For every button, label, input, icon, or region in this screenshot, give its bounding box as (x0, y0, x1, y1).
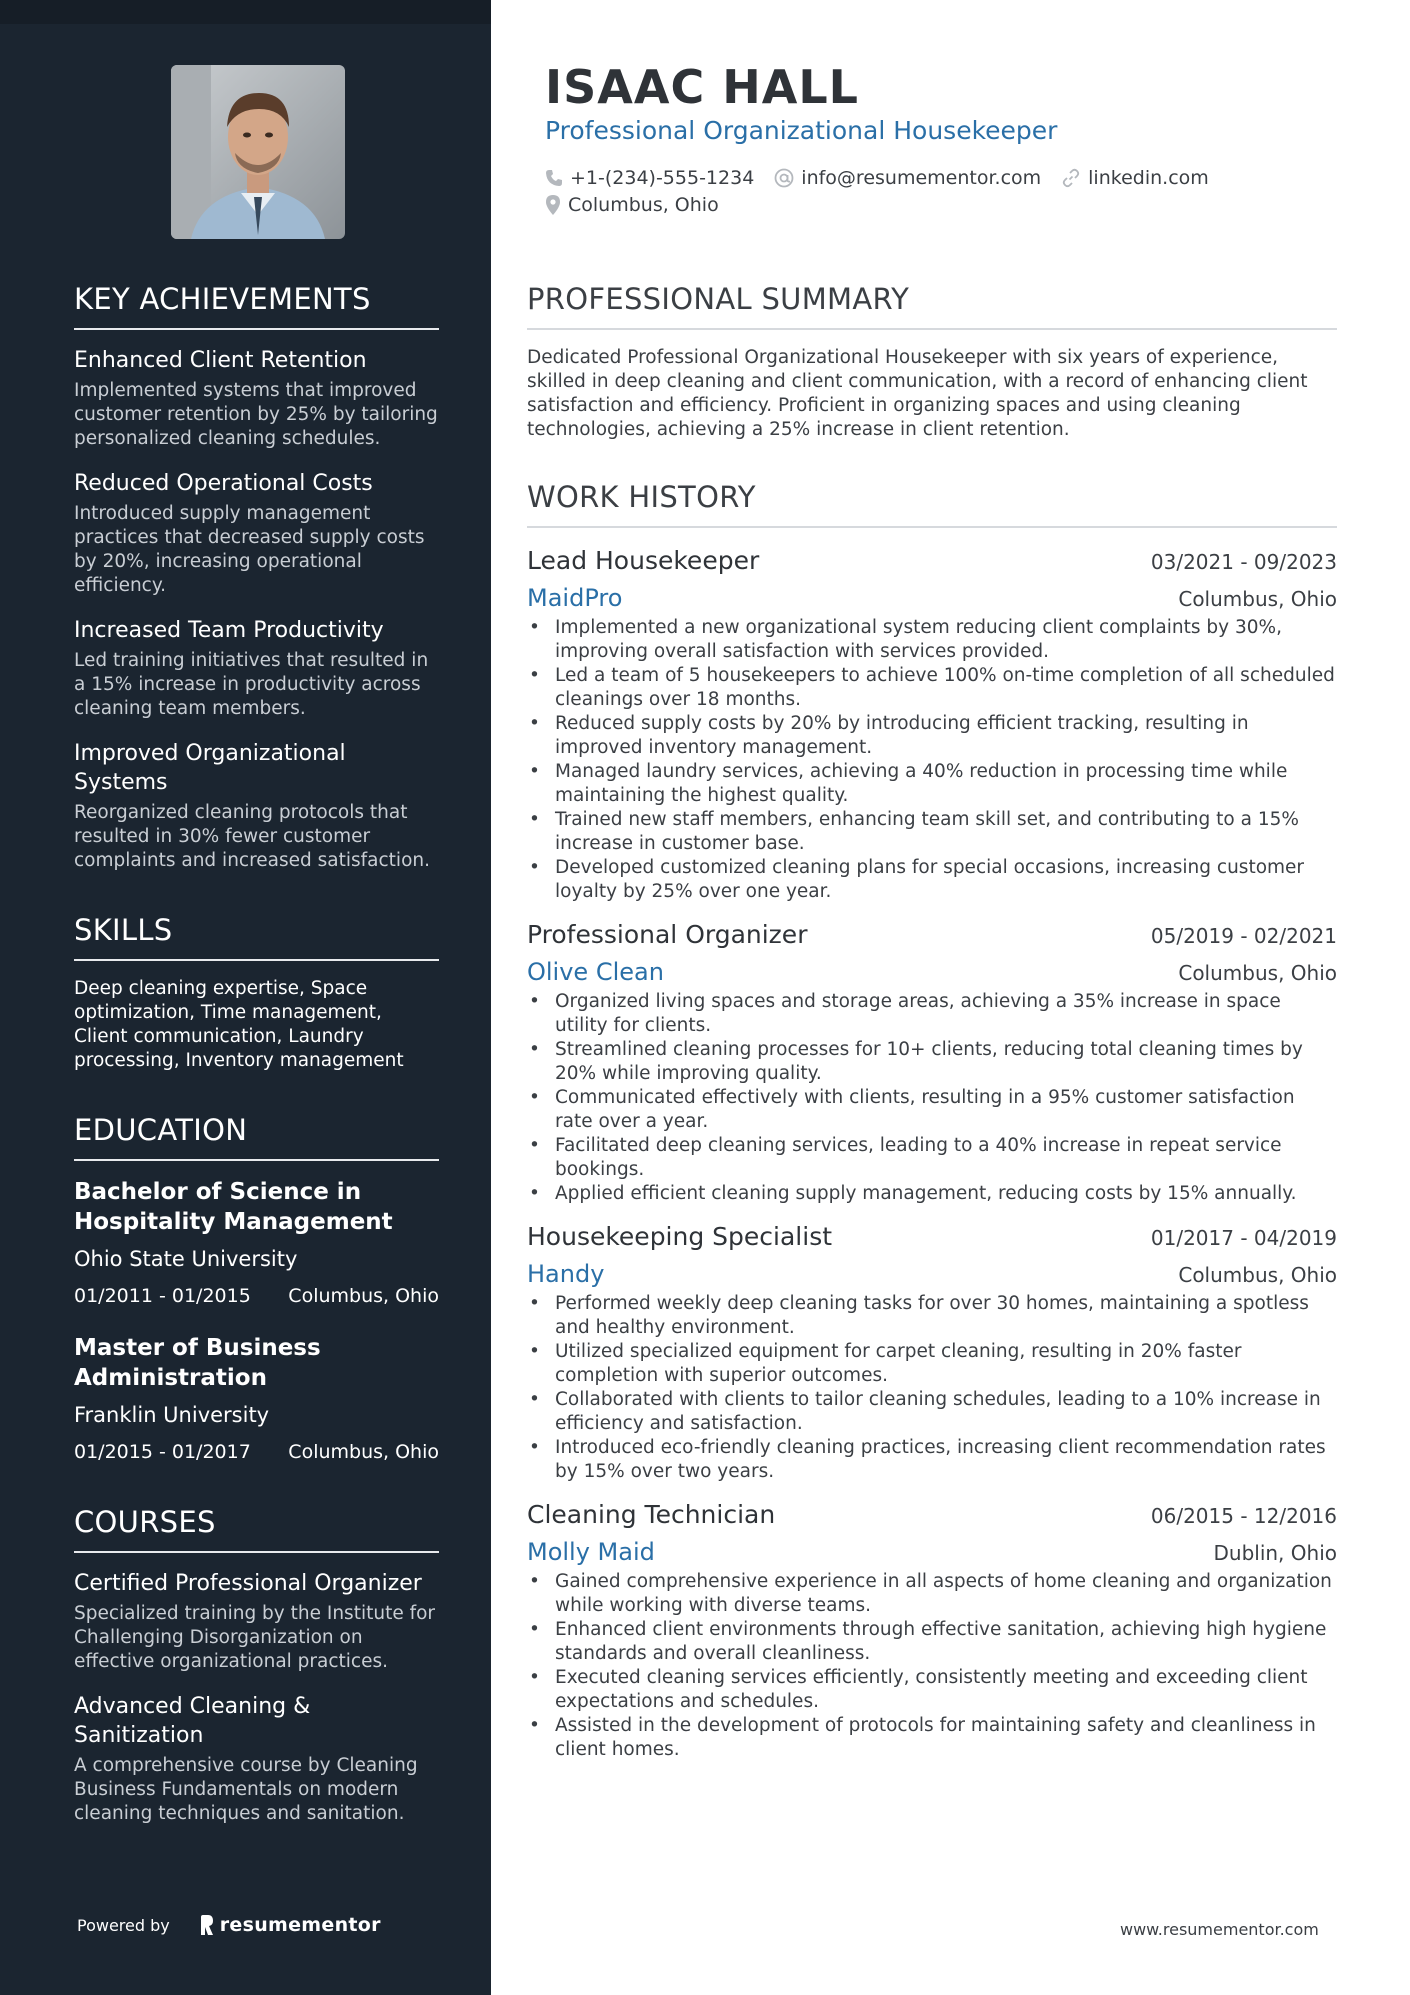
key-achievements-title: KEY ACHIEVEMENTS (74, 282, 439, 330)
job-company: Molly Maid (527, 1538, 655, 1566)
sidebar-content (74, 282, 439, 1866)
job-company: Handy (527, 1260, 605, 1288)
job-location: Columbus, Ohio (1178, 1263, 1337, 1287)
job-bullet: • Organized living spaces and storage areas, achieving a 35% increase in space utility for clients. (527, 990, 1337, 1038)
education-school: Ohio State University (74, 1247, 298, 1271)
job-bullet: • Assisted in the development of protocols for maintaining safety and cleanliness in client homes. (527, 1714, 1337, 1762)
job-subheader (527, 582, 1337, 614)
achievement-item (74, 346, 439, 451)
contact-email[interactable] (774, 167, 1041, 189)
work-history-title: WORK HISTORY (527, 480, 1337, 528)
education-item (74, 1177, 439, 1309)
job-bullet: • Facilitated deep cleaning services, leading to a 40% increase in repeat service bookings. (527, 1134, 1337, 1182)
job-header (527, 1220, 1337, 1254)
skills-title: SKILLS (74, 913, 439, 961)
job-bullets (527, 1570, 1337, 1762)
education-location: Columbus, Ohio (288, 1285, 439, 1307)
job-bullet: • Developed customized cleaning plans for special occasions, increasing customer loyalty by 25% over one year. (527, 856, 1337, 904)
contact-info (545, 164, 1335, 218)
job-bullets (527, 1292, 1337, 1484)
work-history-section (527, 480, 1337, 1776)
job-company: Olive Clean (527, 958, 664, 986)
job-bullet: • Collaborated with clients to tailor cleaning schedules, leading to a 10% increase in efficiency and satisfaction. (527, 1388, 1337, 1436)
brand-logo[interactable] (200, 1914, 381, 1936)
candidate-name: ISAAC HALL (545, 60, 859, 114)
job-location: Columbus, Ohio (1178, 961, 1337, 985)
education-degree: Bachelor of Science in Hospitality Management (74, 1179, 393, 1235)
achievement-item (74, 469, 439, 598)
powered-by (77, 1914, 381, 1936)
job-title: Cleaning Technician (527, 1500, 776, 1529)
job-bullets (527, 616, 1337, 904)
job-entry (527, 1220, 1337, 1484)
job-entry (527, 1498, 1337, 1762)
job-bullet: • Communicated effectively with clients, resulting in a 95% customer satisfaction rate over a year. (527, 1086, 1337, 1134)
education-degree: Master of Business Administration (74, 1335, 321, 1391)
courses-title: COURSES (74, 1505, 439, 1553)
education-section (74, 1113, 439, 1465)
courses-section (74, 1505, 439, 1826)
skills-section (74, 913, 439, 1073)
location-text: Columbus, Ohio (568, 193, 719, 216)
education-item (74, 1333, 439, 1465)
key-achievements-section (74, 282, 439, 873)
achievement-title: Improved Organizational Systems (74, 741, 346, 795)
at-sign-icon (774, 168, 794, 188)
job-bullet: • Led a team of 5 housekeepers to achieve 100% on-time completion of all scheduled cleanings over 18 months. (527, 664, 1337, 712)
contact-row (545, 191, 1335, 218)
contact-row (545, 164, 1335, 191)
education-dates: 01/2015 - 01/2017 (74, 1441, 251, 1463)
job-subheader (527, 956, 1337, 988)
course-title: Advanced Cleaning & Sanitization (74, 1694, 311, 1748)
job-bullets (527, 990, 1337, 1206)
phone-icon (545, 169, 563, 187)
professional-summary-title: PROFESSIONAL SUMMARY (527, 282, 1337, 330)
job-entry (527, 918, 1337, 1206)
job-dates: 01/2017 - 04/2019 (1150, 1226, 1337, 1250)
education-title: EDUCATION (74, 1113, 439, 1161)
powered-by-label: Powered by (77, 1915, 170, 1935)
course-item (74, 1692, 439, 1826)
education-dates: 01/2011 - 01/2015 (74, 1285, 251, 1307)
candidate-headline: Professional Organizational Housekeeper (545, 116, 1058, 145)
education-location: Columbus, Ohio (288, 1441, 439, 1463)
sidebar (0, 0, 491, 1995)
achievement-item (74, 616, 439, 721)
skills-text: Deep cleaning expertise, Space optimization, Time management, Client communication, Laundry processing, Inventory management (74, 978, 404, 1071)
linkedin-text: linkedin.com (1088, 166, 1209, 189)
job-header (527, 918, 1337, 952)
job-subheader (527, 1536, 1337, 1568)
education-meta (74, 1439, 439, 1465)
job-bullet: • Applied efficient cleaning supply management, reducing costs by 15% annually. (527, 1182, 1337, 1206)
job-bullet: • Executed cleaning services efficiently, consistently meeting and exceeding client expectations and schedules. (527, 1666, 1337, 1714)
link-icon (1061, 168, 1081, 188)
professional-summary-text: Dedicated Professional Organizational Housekeeper with six years of experience, skilled in deep cleaning and client communication, with a record of enhancing client satisfaction and efficiency. Proficient in organizing spaces and using cleaning technologies, achieving a 25% increase in client retention. (527, 347, 1308, 440)
achievement-item (74, 739, 439, 873)
email-text: info@resumementor.com (801, 166, 1042, 189)
contact-location (545, 194, 719, 216)
job-bullet: • Implemented a new organizational system reducing client complaints by 30%, improving overall satisfaction with services provided. (527, 616, 1337, 664)
brand-name: resumementor (219, 1914, 381, 1936)
job-location: Dublin, Ohio (1213, 1541, 1337, 1565)
job-bullet: • Enhanced client environments through effective sanitation, achieving high hygiene standards and overall cleanliness. (527, 1618, 1337, 1666)
achievement-title: Reduced Operational Costs (74, 471, 373, 496)
course-item (74, 1569, 439, 1674)
profile-photo (171, 65, 345, 239)
course-title: Certified Professional Organizer (74, 1571, 422, 1596)
phone-text: +1-(234)-555-1234 (570, 166, 755, 189)
job-location: Columbus, Ohio (1178, 587, 1337, 611)
job-bullet: • Introduced eco-friendly cleaning practices, increasing client recommendation rates by 15% over two years. (527, 1436, 1337, 1484)
job-bullet: • Utilized specialized equipment for carpet cleaning, resulting in 20% faster completion with superior outcomes. (527, 1340, 1337, 1388)
brand-mark-icon (200, 1915, 214, 1935)
job-header (527, 544, 1337, 578)
education-meta (74, 1283, 439, 1309)
achievement-text: Introduced supply management practices that decreased supply costs by 20%, increasing operational efficiency. (74, 503, 425, 596)
location-pin-icon (545, 195, 561, 215)
achievement-text: Led training initiatives that resulted in a 15% increase in productivity across cleaning team members. (74, 650, 429, 719)
job-title: Professional Organizer (527, 920, 808, 949)
achievement-text: Reorganized cleaning protocols that resulted in 30% fewer customer complaints and increased satisfaction. (74, 802, 430, 871)
achievement-title: Increased Team Productivity (74, 618, 384, 643)
job-bullet: • Trained new staff members, enhancing team skill set, and contributing to a 15% increase in customer base. (527, 808, 1337, 856)
course-text: Specialized training by the Institute for Challenging Disorganization on effective organizational practices. (74, 1603, 436, 1672)
footer-url[interactable]: www.resumementor.com (1120, 1920, 1319, 1939)
job-company: MaidPro (527, 584, 623, 612)
job-header (527, 1498, 1337, 1532)
contact-phone[interactable] (545, 167, 754, 189)
job-dates: 05/2019 - 02/2021 (1150, 924, 1337, 948)
job-dates: 03/2021 - 09/2023 (1150, 550, 1337, 574)
job-bullet: • Reduced supply costs by 20% by introducing efficient tracking, resulting in improved inventory management. (527, 712, 1337, 760)
job-bullet: • Managed laundry services, achieving a 40% reduction in processing time while maintaining the highest quality. (527, 760, 1337, 808)
job-subheader (527, 1258, 1337, 1290)
achievement-text: Implemented systems that improved customer retention by 25% by tailoring personalized cleaning schedules. (74, 380, 438, 449)
sidebar-top-band (0, 0, 491, 24)
achievement-title: Enhanced Client Retention (74, 348, 367, 373)
professional-summary-section (527, 282, 1337, 442)
job-bullet: • Performed weekly deep cleaning tasks for over 30 homes, maintaining a spotless and healthy environment. (527, 1292, 1337, 1340)
job-title: Housekeeping Specialist (527, 1222, 833, 1251)
contact-linkedin[interactable] (1061, 167, 1209, 189)
job-bullet: • Gained comprehensive experience in all aspects of home cleaning and organization while working with diverse teams. (527, 1570, 1337, 1618)
job-dates: 06/2015 - 12/2016 (1150, 1504, 1337, 1528)
course-text: A comprehensive course by Cleaning Business Fundamentals on modern cleaning techniques and sanitation. (74, 1755, 418, 1824)
education-school: Franklin University (74, 1403, 270, 1427)
job-title: Lead Housekeeper (527, 546, 760, 575)
job-bullet: • Streamlined cleaning processes for 10+ clients, reducing total cleaning times by 20% while improving quality. (527, 1038, 1337, 1086)
job-entry (527, 544, 1337, 904)
